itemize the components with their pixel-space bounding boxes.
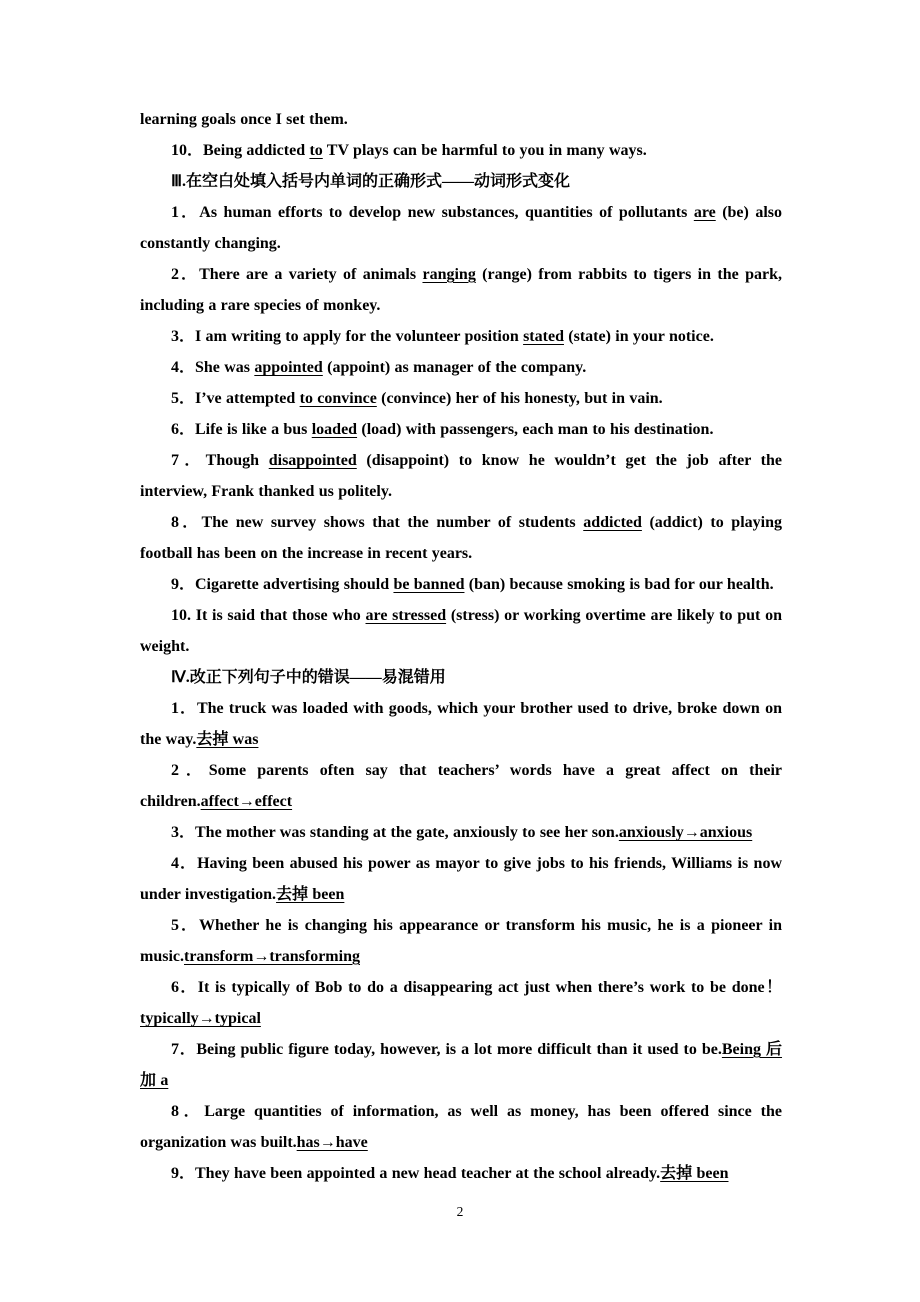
- exercise-item: [140, 817, 782, 848]
- answer-underlined-text: to: [309, 142, 323, 159]
- text-run: 4．She was: [171, 359, 255, 376]
- text-run: (convince) her of his honesty, but in vain.: [376, 390, 663, 407]
- exercise-item: [140, 569, 782, 600]
- text-run: 1．The truck was loaded with goods, which your brother used to drive, broke down on the way.: [140, 700, 782, 748]
- exercise-item: [140, 1034, 782, 1096]
- text-run: 1．As human efforts to develop new substances, quantities of pollutants: [171, 204, 694, 221]
- text-run: 2．Some parents often say that teachers’ words have a great affect on their children.: [140, 762, 782, 810]
- document-body: [140, 104, 782, 1189]
- text-run: (range) from rabbits to tigers in the park, including a rare species of monkey.: [140, 266, 782, 314]
- text-run: 5．Whether he is changing his appearance or transform his music, he is a pioneer in music.: [140, 917, 782, 965]
- text-run: 2．There are a variety of animals: [171, 266, 423, 283]
- answer-underlined-text: appointed: [254, 359, 323, 376]
- answer-underlined-text: are: [693, 204, 716, 221]
- text-run: 6．It is typically of Bob to do a disappearing act just when there’s work to be done！: [171, 979, 782, 996]
- text-run: 7．Though: [171, 452, 269, 469]
- text-run: 9．Cigarette advertising should: [171, 576, 394, 593]
- text-run: 3．I am writing to apply for the volunteer position: [171, 328, 524, 345]
- text-run: 6．Life is like a bus: [171, 421, 312, 438]
- exercise-item: [140, 383, 782, 414]
- answer-underlined-text: addicted: [583, 514, 642, 531]
- answer-underlined-text: to convince: [299, 390, 377, 407]
- text-run: (load) with passengers, each man to his destination.: [357, 421, 714, 438]
- exercise-item: [140, 352, 782, 383]
- page-number: 2: [456, 1204, 464, 1219]
- text-run: learning goals once I set them.: [140, 111, 348, 128]
- exercise-item: [140, 507, 782, 569]
- text-run: (be) also constantly changing.: [140, 204, 782, 252]
- answer-underlined-text: be banned: [393, 576, 465, 593]
- text-run: 5．I’ve attempted: [171, 390, 300, 407]
- answer-underlined-text: loaded: [311, 421, 358, 438]
- text-run: 10．Being addicted: [171, 142, 310, 159]
- text-run: TV plays can be harmful to you in many ways.: [322, 142, 647, 159]
- answer-underlined-text: anxiously→anxious: [618, 824, 753, 841]
- answer-underlined-text: affect→effect: [200, 793, 293, 810]
- exercise-item: [140, 600, 782, 662]
- answer-underlined-text: transform→transforming: [184, 948, 360, 965]
- text-run: (appoint) as manager of the company.: [322, 359, 587, 376]
- text-run: 7．Being public figure today, however, is a lot more difficult than it used to be.: [171, 1041, 722, 1058]
- exercise-item: [140, 910, 782, 972]
- answer-underlined-text: disappointed: [268, 452, 357, 469]
- section-heading-3: [140, 166, 782, 197]
- exercise-item: [140, 972, 782, 1034]
- text-run: 9．They have been appointed a new head teacher at the school already.: [171, 1165, 661, 1182]
- exercise-item: [140, 693, 782, 755]
- text-run: 8．Large quantities of information, as well as money, has been offered since the organization was built.: [140, 1103, 782, 1151]
- answer-underlined-text: 去掉 been: [276, 886, 345, 903]
- text-run: 8．The new survey shows that the number of students: [171, 514, 584, 531]
- answer-underlined-text: 去掉 was: [196, 731, 259, 748]
- exercise-item: [140, 321, 782, 352]
- text-run: (state) in your notice.: [563, 328, 714, 345]
- text-run: 3．The mother was standing at the gate, anxiously to see her son.: [171, 824, 619, 841]
- exercise-item: [140, 259, 782, 321]
- text-run: Ⅳ.改正下列句子中的错误——易混错用: [171, 669, 446, 686]
- answer-underlined-text: 去掉 been: [660, 1165, 729, 1182]
- text-run: (disappoint) to know he wouldn’t get the job after the interview, Frank thanked us politely.: [140, 452, 783, 500]
- exercise-item: [140, 1096, 782, 1158]
- text-run: 10. It is said that those who: [171, 607, 366, 624]
- page-continuation-line: [140, 104, 782, 135]
- exercise-item: [140, 848, 782, 910]
- answer-underlined-text: has→have: [296, 1134, 368, 1151]
- section-heading-4: [140, 662, 782, 693]
- text-run: (ban) because smoking is bad for our health.: [464, 576, 774, 593]
- answer-underlined-text: are stressed: [365, 607, 447, 624]
- text-run: 4．Having been abused his power as mayor to give jobs to his friends, Williams is now under investigation.: [140, 855, 782, 903]
- answer-underlined-text: typically→typical: [140, 1010, 261, 1027]
- answer-underlined-text: stated: [523, 328, 564, 345]
- exercise-item: [140, 755, 782, 817]
- exercise-item: [140, 414, 782, 445]
- answer-underlined-text: ranging: [422, 266, 476, 283]
- exercise-item: [140, 197, 782, 259]
- answer-underlined-text: Being 后加 a: [140, 1041, 783, 1089]
- exercise-item: [140, 1158, 782, 1189]
- text-run: Ⅲ.在空白处填入括号内单词的正确形式——动词形式变化: [171, 173, 571, 190]
- exercise-item: [140, 445, 782, 507]
- text-run: (addict) to playing football has been on the increase in recent years.: [140, 514, 782, 562]
- exercise-item: [140, 135, 782, 166]
- text-run: (stress) or working overtime are likely to put on weight.: [140, 607, 783, 655]
